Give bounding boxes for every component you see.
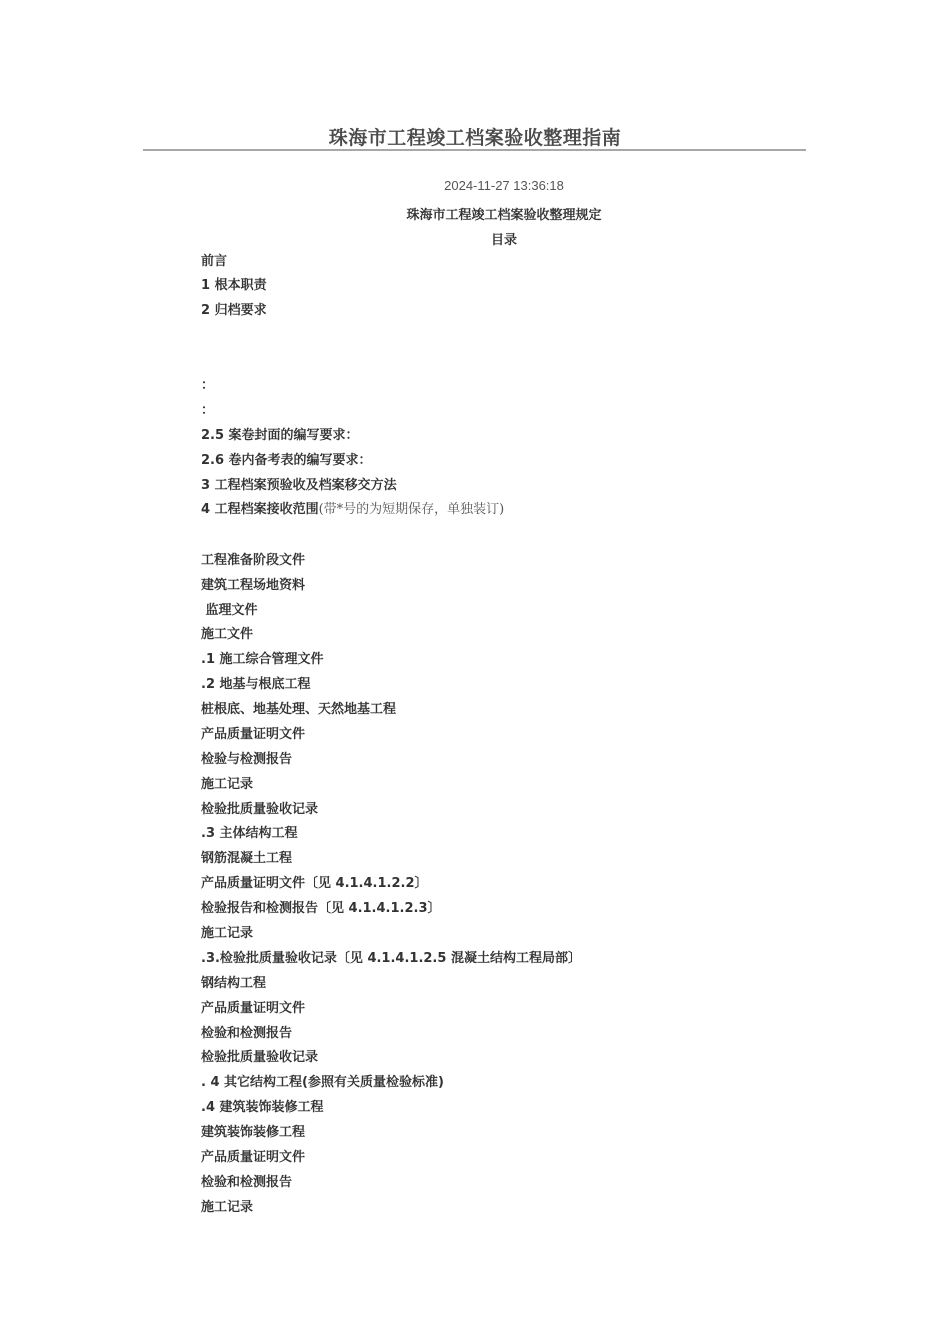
toc-item: 监理文件 — [201, 603, 258, 618]
toc-item: 钢筋混凝土工程 — [201, 851, 293, 866]
toc-item: 施工记录 — [201, 926, 254, 941]
toc-item: 检验批质量验收记录 — [201, 802, 319, 817]
toc-item: 1 根本职责 — [201, 278, 267, 293]
toc-item: 产品质量证明文件〔见 4.1.4.1.2.2〕 — [201, 876, 428, 891]
toc-item: .4 建筑装饰装修工程 — [201, 1100, 324, 1115]
toc-item: 2.5 案卷封面的编写要求： — [201, 428, 359, 443]
toc-item: 检验与检测报告 — [201, 752, 293, 767]
toc-item: 施工文件 — [201, 627, 254, 642]
toc-item: 施工记录 — [201, 1200, 254, 1215]
toc-item: 检验和检测报告 — [201, 1026, 293, 1041]
toc-item: .3.检验批质量验收记录〔见 4.1.4.1.2.5 混凝土结构工程局部〕 — [201, 951, 581, 966]
toc-heading: 目录 — [490, 233, 517, 248]
toc-item: .2 地基与根底工程 — [201, 677, 311, 692]
toc-item: 产品质量证明文件 — [201, 1001, 306, 1016]
toc-item-receipt-scope — [201, 501, 504, 519]
toc-item: 前言 — [201, 254, 228, 269]
toc-item: 钢结构工程 — [201, 976, 267, 991]
timestamp: 2024-11-27 13:36:18 — [444, 178, 564, 193]
toc-item: .3 主体结构工程 — [201, 826, 298, 841]
toc-item: 工程准备阶段文件 — [201, 553, 306, 568]
toc-item: 3 工程档案预验收及档案移交方法 — [201, 478, 397, 493]
page-title: 珠海市工程竣工档案验收整理指南 — [328, 127, 622, 149]
toc-item: . 4 其它结构工程(参照有关质量检验标准) — [201, 1075, 444, 1090]
toc-item: 2.6 卷内备考表的编写要求： — [201, 453, 372, 468]
toc-item: 检验报告和检测报告〔见 4.1.4.1.2.3〕 — [201, 901, 441, 916]
toc-item: 检验和检测报告 — [201, 1175, 293, 1190]
toc-item: 产品质量证明文件 — [201, 1150, 306, 1165]
toc-item: 产品质量证明文件 — [201, 727, 306, 742]
toc-item-label: 4 工程档案接收范围 — [201, 502, 319, 517]
toc-item: ： — [201, 378, 215, 393]
toc-item: 施工记录 — [201, 777, 254, 792]
toc-item: 建筑工程场地资料 — [201, 578, 306, 593]
title-divider — [143, 149, 806, 151]
toc-item-note: (带*号的为短期保存，单独装订) — [318, 502, 505, 517]
document-subtitle: 珠海市工程竣工档案验收整理规定 — [406, 208, 602, 223]
toc-item: ： — [201, 403, 215, 418]
toc-item: 2 归档要求 — [201, 303, 267, 318]
toc-item: .1 施工综合管理文件 — [201, 652, 324, 667]
toc-item: 桩根底、地基处理、天然地基工程 — [201, 702, 397, 717]
toc-item: 检验批质量验收记录 — [201, 1050, 319, 1065]
toc-item: 建筑装饰装修工程 — [201, 1125, 306, 1140]
